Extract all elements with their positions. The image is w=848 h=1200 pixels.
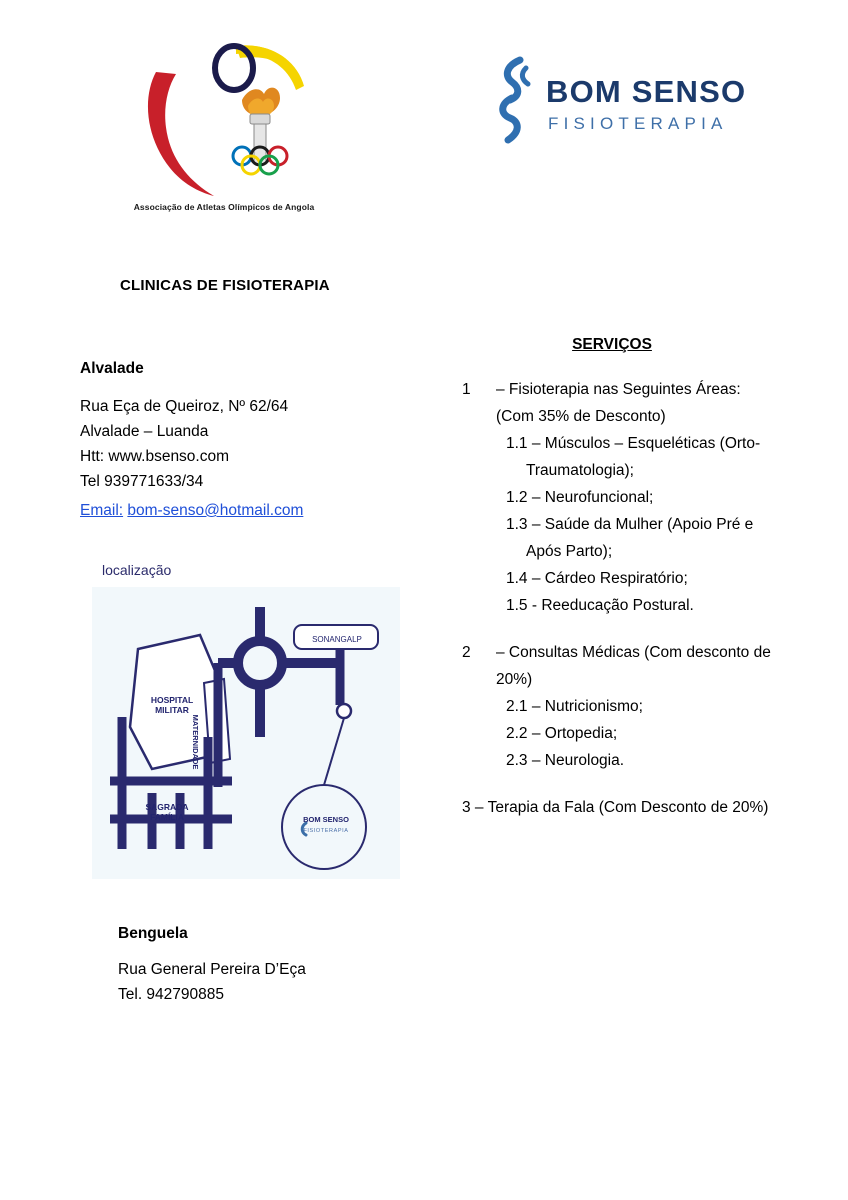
clinic-name-alvalade: Alvalade <box>80 360 144 377</box>
map-label-sonangalp: SONANGALP <box>312 635 362 644</box>
map-image <box>92 587 400 879</box>
service-text: – Consultas Médicas (Com desconto de 20%) <box>496 644 771 688</box>
clinic-address-line: Rua Eça de Queiroz, Nº 62/64 <box>80 398 289 415</box>
service-note: (Com 35% de Desconto) <box>496 408 666 425</box>
service-subitem: 1.3 – Saúde da Mulher (Apoio Pré e Após Parto); <box>506 516 754 560</box>
document-header <box>0 0 848 240</box>
clinic-benguela-block <box>118 925 458 1007</box>
clinic-email-line <box>80 498 460 523</box>
location-map <box>92 560 402 885</box>
spine-wave-icon <box>490 56 542 148</box>
clinic-address-line: Alvalade – Luanda <box>80 423 209 440</box>
email-label: Email: <box>80 502 124 519</box>
clinic-phone-line: Tel. 942790885 <box>118 986 225 1003</box>
service-item <box>462 376 792 403</box>
clinic-website-line: Htt: www.bsenso.com <box>80 448 230 465</box>
services-section <box>462 336 792 821</box>
bomsenso-logo <box>490 48 790 148</box>
map-label-bomsenso-sub: FISIOTERAPIA <box>303 828 349 834</box>
service-subitem: 1.1 – Músculos – Esqueléticas (Orto- Traumatologia); <box>506 435 761 479</box>
clinic-alvalade-block <box>80 360 460 523</box>
spacer <box>462 619 792 639</box>
service-number: 2 <box>462 644 471 661</box>
clinic-phone-line: Tel 939771633/34 <box>80 473 204 490</box>
bomsenso-logo-subtitle: FISIOTERAPIA <box>548 114 728 133</box>
clinic-address-line: Rua General Pereira D’Eça <box>118 961 306 978</box>
map-label-hospital: HOSPITAL MILITAR <box>150 695 194 715</box>
service-subitem: 2.1 – Nutricionismo; <box>506 698 643 715</box>
service-subitem: 1.5 - Reeducação Postural. <box>506 597 694 614</box>
service-subitem: 2.2 – Ortopedia; <box>506 725 618 742</box>
service-subitem: 1.4 – Cárdeo Respiratório; <box>506 570 688 587</box>
spacer <box>462 774 792 794</box>
map-label-bomsenso: BOM SENSO <box>303 815 349 824</box>
page-title: CLINICAS DE FISIOTERAPIA <box>120 277 330 294</box>
olympic-torch-rings-icon <box>118 28 330 203</box>
bomsenso-logo-title: BOM SENSO <box>546 74 747 109</box>
clinic-name-benguela: Benguela <box>118 925 188 942</box>
service-number: 1 <box>462 381 471 398</box>
map-label-sagrada-familia: SAGRADA FAMÍLIA <box>145 802 189 822</box>
service-subitem: 2.3 – Neurologia. <box>506 752 625 769</box>
map-label-maternidade: MATERNIDADE <box>191 714 200 770</box>
services-heading: SERVIÇOS <box>572 336 652 353</box>
map-label: localização <box>102 562 172 578</box>
aaoa-logo-caption: Associação de Atletas Olímpicos de Angola <box>133 202 315 212</box>
service-item-final: 3 – Terapia da Fala (Com Desconto de 20%) <box>462 799 769 816</box>
service-item <box>462 639 792 693</box>
service-subitem: 1.2 – Neurofuncional; <box>506 489 654 506</box>
aaoa-logo <box>118 28 330 218</box>
email-link[interactable]: bom-senso@hotmail.com <box>127 502 304 519</box>
service-text: – Fisioterapia nas Seguintes Áreas: <box>496 381 741 398</box>
